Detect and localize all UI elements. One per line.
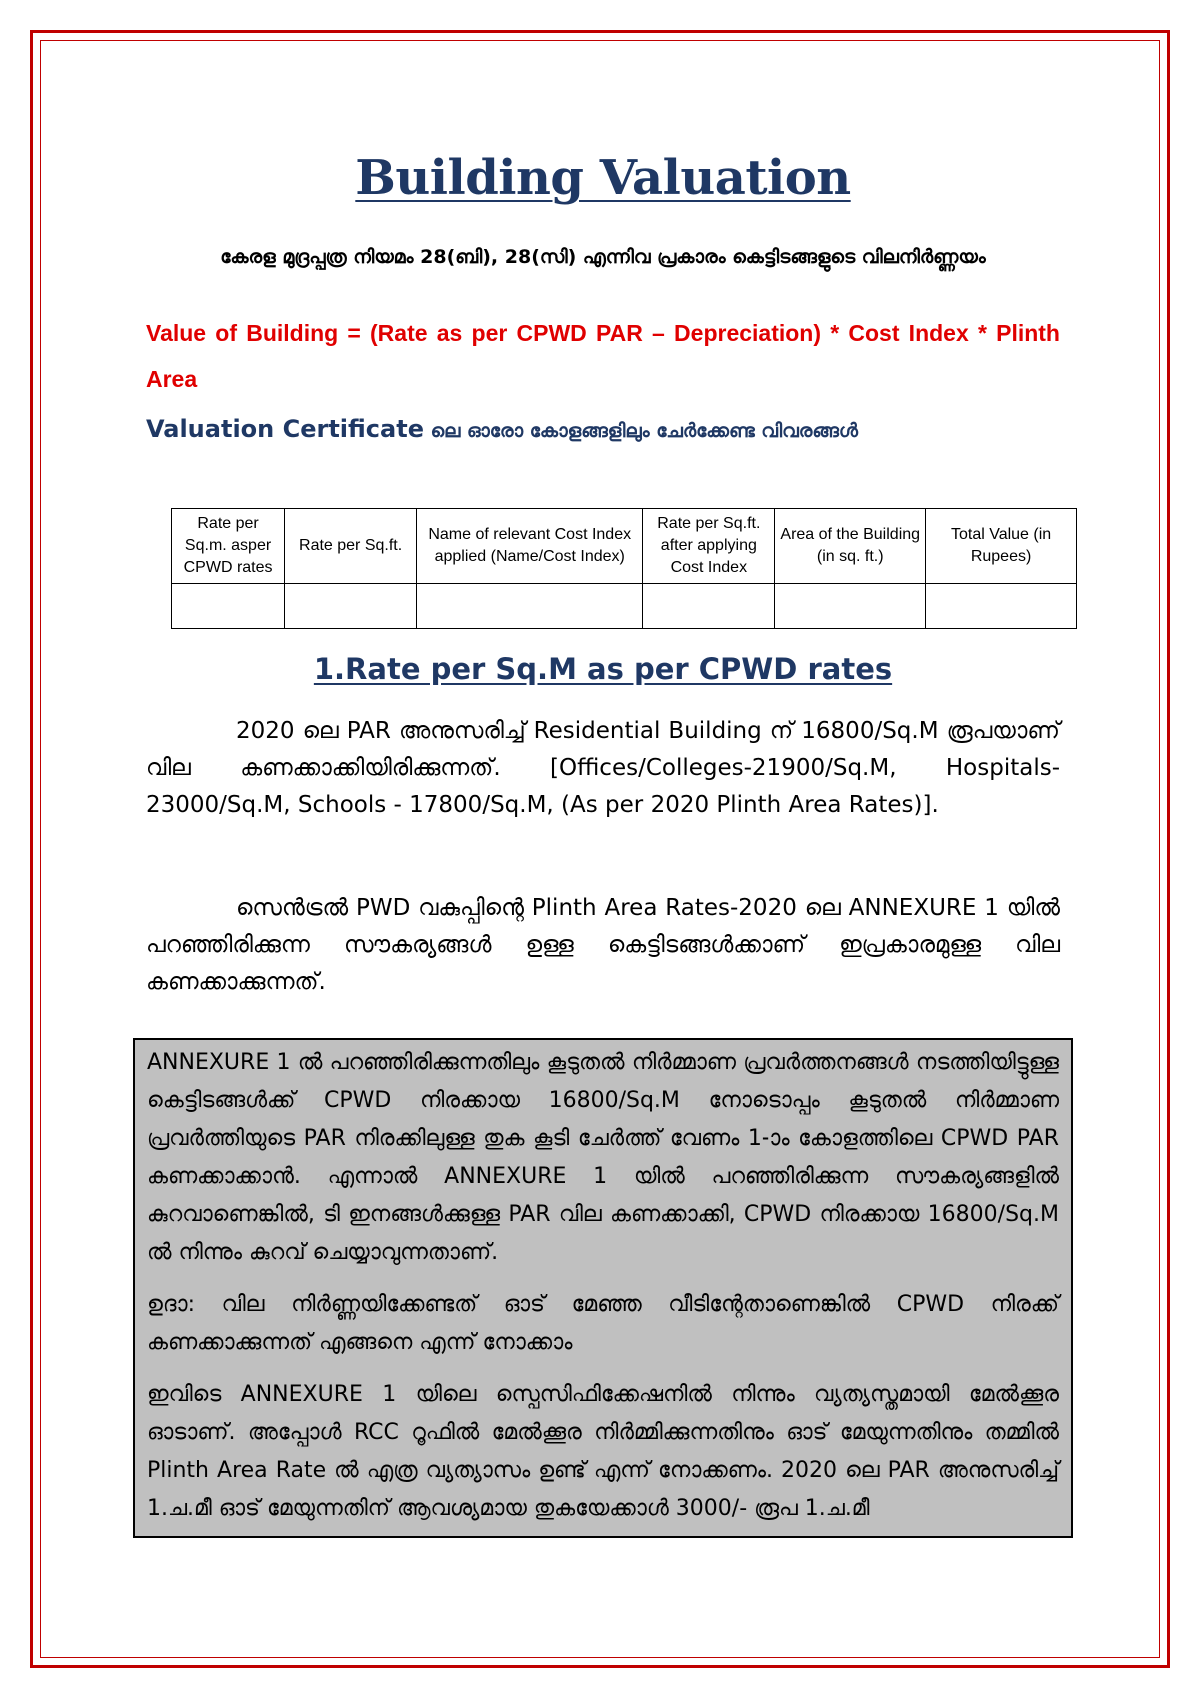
valuation-table [171,508,1077,629]
note-paragraph: ഇവിടെ ANNEXURE 1 യിലെ സ്പെസിഫിക്കേഷനില്‍ നിന്നും വ്യത്യസ്തമായി മേല്‍ക്കൂര ഓടാണ്. അപ്പോള്‍ RCC റൂഫില്‍ മേല്‍ക്കൂര നിര്‍മ്മിക്കുന്നതിനും ഓട് മേയുന്നതിനും തമ്മില്‍ Plinth Area Rate ല്‍ എത്ര വ്യത്യാസം ഉണ്ട് എന്ന് നോക്കണം. 2020 ലെ PAR അനുസരിച്ച് 1.ച.മീ ഓട് മേയുന്നതിന് ആവശ്യമായ തുകയേക്കാള്‍ 3000/- രൂപ 1.ച.മീ [147,1382,1059,1521]
document-subtitle: കേരള മുദ്രപ്പത്ര നിയമം 28(ബി), 28(സി) എന്നിവ പ്രകാരം കെട്ടിടങ്ങളുടെ വിലനിര്‍ണ്ണയം [220,246,986,268]
table-header-cell: Area of the Building (in sq. ft.) [775,509,926,584]
table-header-cell: Rate per Sq.ft. [285,509,417,584]
table-cell-empty [775,584,926,629]
certificate-heading-en: Valuation Certificate [146,415,424,443]
table-cell-empty [172,584,285,629]
table-cell-empty [285,584,417,629]
table-header-row [172,509,1077,584]
valuation-formula: Value of Building = (Rate as per CPWD PAR – Depreciation) * Cost Index * Plinth Area [146,320,1060,392]
table-header-cell: Rate per Sq.m. asper CPWD rates [172,509,285,584]
paragraph-rates: 2020 ലെ PAR അനുസരിച്ച് Residential Building ന് 16800/Sq.M രൂപയാണ് വില കണക്കാക്കിയിരിക്കുന്നത്. [Offices/Colleges-21900/Sq.M, Hospitals-23000/Sq.M, Schools - 17800/Sq.M, (As per 2020 Plinth Area Rates)]. [146,718,1060,818]
table-row [172,584,1077,629]
note-paragraph: ANNEXURE 1 ല്‍ പറഞ്ഞിരിക്കുന്നതിലും കൂടുതല്‍ നിര്‍മ്മാണ പ്രവര്‍ത്തനങ്ങള്‍ നടത്തിയിട്ടുള്ള കെട്ടിടങ്ങള്‍ക്ക് CPWD നിരക്കായ 16800/Sq.M നോടൊപ്പം കൂടുതല്‍ നിര്‍മ്മാണ പ്രവര്‍ത്തിയുടെ PAR നിരക്കിലുള്ള തുക കൂടി ചേര്‍ത്ത് വേണം 1-ാം കോളത്തിലെ CPWD PAR കണക്കാക്കാന്‍. എന്നാല്‍ ANNEXURE 1 യില്‍ പറഞ്ഞിരിക്കുന്ന സൗകര്യങ്ങളില്‍ കുറവാണെങ്കില്‍, ടി ഇനങ്ങള്‍ക്കുള്ള PAR വില കണക്കാക്കി, CPWD നിരക്കായ 16800/Sq.M ല്‍ നിന്നും കുറവ് ചെയ്യാവുന്നതാണ്. [147,1050,1059,1265]
table-cell-empty [417,584,643,629]
table-cell-empty [926,584,1077,629]
certificate-heading-ml: ലെ ഓരോ കോളങ്ങളിലും ചേര്‍ക്കേണ്ട വിവരങ്ങള്‍ [423,420,858,442]
table-header-cell: Rate per Sq.ft. after applying Cost Index [643,509,775,584]
paragraph-annexure: സെന്‍ട്രല്‍ PWD വകുപ്പിന്റെ Plinth Area Rates-2020 ലെ ANNEXURE 1 യില്‍ പറഞ്ഞിരിക്കുന്ന സൗകര്യങ്ങള്‍ ഉള്ള കെട്ടിടങ്ങള്‍ക്കാണ് ഇപ്രകാരമുള്ള വില കണക്കാക്കുന്നത്. [146,895,1060,995]
document-title: Building Valuation [355,150,851,206]
section-heading: 1.Rate per Sq.M as per CPWD rates [313,652,893,686]
annexure-note-box [133,1038,1073,1538]
note-example: ഉദാ: വില നിര്‍ണ്ണയിക്കേണ്ടത് ഓട് മേഞ്ഞ വീടിന്റേതാണെങ്കില്‍ CPWD നിരക്ക് കണക്കാക്കുന്നത് എങ്ങനെ എന്ന് നോക്കാം [147,1292,1059,1355]
table-cell-empty [643,584,775,629]
table-header-cell: Total Value (in Rupees) [926,509,1077,584]
certificate-heading [146,415,1060,443]
table-header-cell: Name of relevant Cost Index applied (Name/Cost Index) [417,509,643,584]
